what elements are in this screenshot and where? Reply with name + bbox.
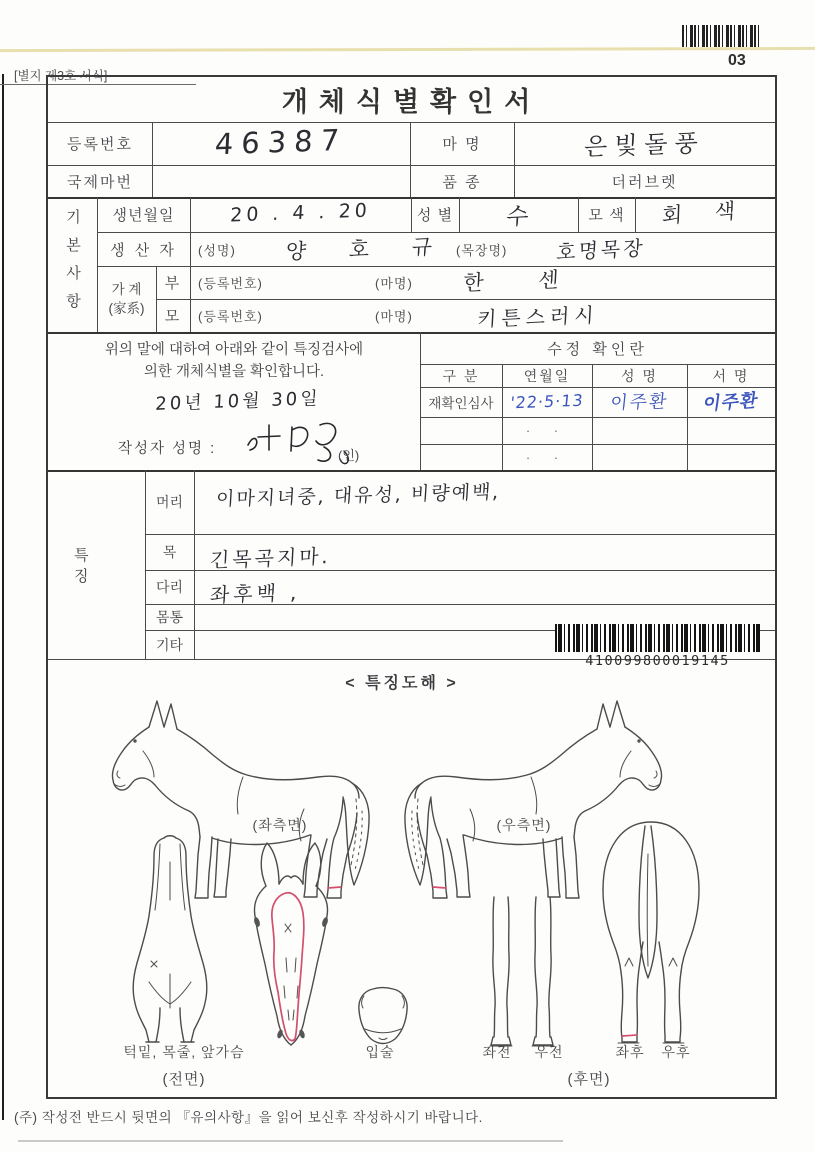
basic-section-label: 기본사항 — [64, 208, 81, 321]
feature-etc-value — [210, 630, 510, 640]
feature-head-value: 이마지녀중, 대유성, 비량예백, — [215, 481, 502, 511]
revision-header-date: 연월일 — [523, 367, 571, 384]
left-side-label: (좌측면) — [252, 817, 308, 833]
lips-label: 입술 — [365, 1044, 395, 1060]
right-hind-label: 우후 — [661, 1044, 691, 1060]
coat-label: 모 색 — [588, 207, 625, 224]
reg-no-label: 등록번호 — [67, 136, 133, 153]
front-caption: 턱밑, 목줄, 앞가슴 — [123, 1044, 245, 1060]
horse-front-view-figure — [118, 832, 222, 1047]
scan-yellow-line — [0, 47, 815, 52]
form-tag: [별지 제3호 서식] — [14, 69, 108, 83]
front-sub-label: (전면) — [162, 1070, 206, 1088]
dam-regno-paren: (등록번호) — [198, 309, 263, 324]
left-fore-label: 좌전 — [482, 1044, 512, 1060]
sex-label: 성 별 — [416, 207, 454, 224]
sex-value: 수 — [505, 203, 532, 230]
footer-note: (주) 작성전 반드시 뒷면의 『유의사항』을 읽어 보신후 작성하시기 바랍니다. — [14, 1110, 483, 1125]
right-side-label: (우측면) — [496, 817, 552, 833]
author-label: 작성자 성명 : — [118, 441, 217, 457]
dam-name-value: 키튼스러시 — [476, 302, 600, 331]
feature-head-label: 머리 — [155, 494, 184, 510]
diagram-title: < 특징도해 > — [345, 674, 459, 692]
revision-row1-name: 이주환 — [609, 390, 670, 415]
revision-title: 수정 확인란 — [547, 340, 648, 358]
statement-line1: 위의 말에 대하여 아래와 같이 특징검사에 — [104, 342, 364, 358]
feature-leg-value: 좌후백 , — [209, 580, 302, 608]
left-hind-label: 좌후 — [615, 1044, 645, 1060]
feature-body-label: 몸통 — [155, 609, 184, 625]
lineage-label — [97, 266, 156, 332]
seal-label: (인) — [338, 448, 360, 463]
horse-name-value: 은빛돌풍 — [583, 128, 706, 161]
feature-neck-value: 긴목곡지마. — [209, 543, 332, 573]
breed-value: 더러브렛 — [611, 173, 678, 191]
sire-name-paren: (마명) — [375, 276, 413, 291]
page-number: 03 — [728, 52, 746, 69]
intl-no-label: 국제마번 — [67, 173, 133, 191]
producer-name-paren: (성명) — [198, 242, 236, 258]
confirmation-date: 20년 10월 30일 — [154, 388, 322, 415]
producer-label: 생 산 자 — [110, 241, 177, 259]
features-section-label: 특 징 — [74, 546, 119, 585]
scan-left-edge — [2, 74, 4, 1120]
document-title: 개체식별확인서 — [281, 87, 542, 117]
bottom-barcode-number: 410099800019145 — [585, 653, 730, 669]
rear-view-figure — [592, 790, 710, 1058]
birth-label: 생년월일 — [112, 207, 175, 224]
reg-no-value: 46387 — [214, 122, 348, 162]
revision-row1-category: 재확인심사 — [428, 396, 494, 411]
statement-line2: 의한 개체식별을 확인합니다. — [143, 364, 325, 380]
farm-name-value: 호명목장 — [555, 235, 647, 264]
revision-row3-date: · · — [525, 449, 569, 465]
lineage-label-line1: 가 계 — [111, 282, 142, 297]
sire-name-value: 한 센 — [462, 266, 584, 296]
revision-header-sign: 서 명 — [712, 367, 750, 384]
birth-value: 20 . 4 . 20 — [229, 199, 372, 227]
revision-row1-sign: 이주환 — [701, 389, 760, 416]
sire-regno-paren: (등록번호) — [198, 276, 263, 291]
feature-neck-label: 목 — [162, 544, 177, 560]
coat-value: 회 색 — [661, 197, 749, 229]
top-barcode — [682, 25, 760, 47]
lineage-label-line2: (家系) — [108, 301, 145, 316]
fore-legs-figure — [477, 895, 569, 1055]
revision-row1-date: '22·5·13 — [509, 390, 585, 412]
horse-face-figure — [244, 840, 338, 1058]
dam-name-paren: (마명) — [375, 309, 413, 324]
rear-sub-label: (후면) — [567, 1070, 611, 1088]
producer-name-value: 양 호 규 — [285, 234, 451, 264]
farm-name-paren: (목장명) — [456, 242, 508, 258]
feature-etc-label: 기타 — [155, 636, 184, 653]
scan-bottom-shadow — [18, 1140, 563, 1142]
feature-leg-label: 다리 — [155, 579, 184, 595]
horse-name-label: 마 명 — [442, 136, 482, 153]
right-fore-label: 우전 — [534, 1044, 564, 1060]
bottom-barcode — [555, 624, 760, 652]
sire-label: 부 — [164, 275, 182, 292]
dam-label: 모 — [164, 308, 182, 325]
confirmation-statement — [58, 339, 410, 383]
revision-row2-date: · · — [525, 423, 569, 438]
certificate-form — [46, 75, 777, 1099]
revision-header-name: 성 명 — [621, 367, 658, 384]
breed-label: 품 종 — [442, 173, 482, 191]
revision-header-category: 구 분 — [442, 367, 480, 384]
